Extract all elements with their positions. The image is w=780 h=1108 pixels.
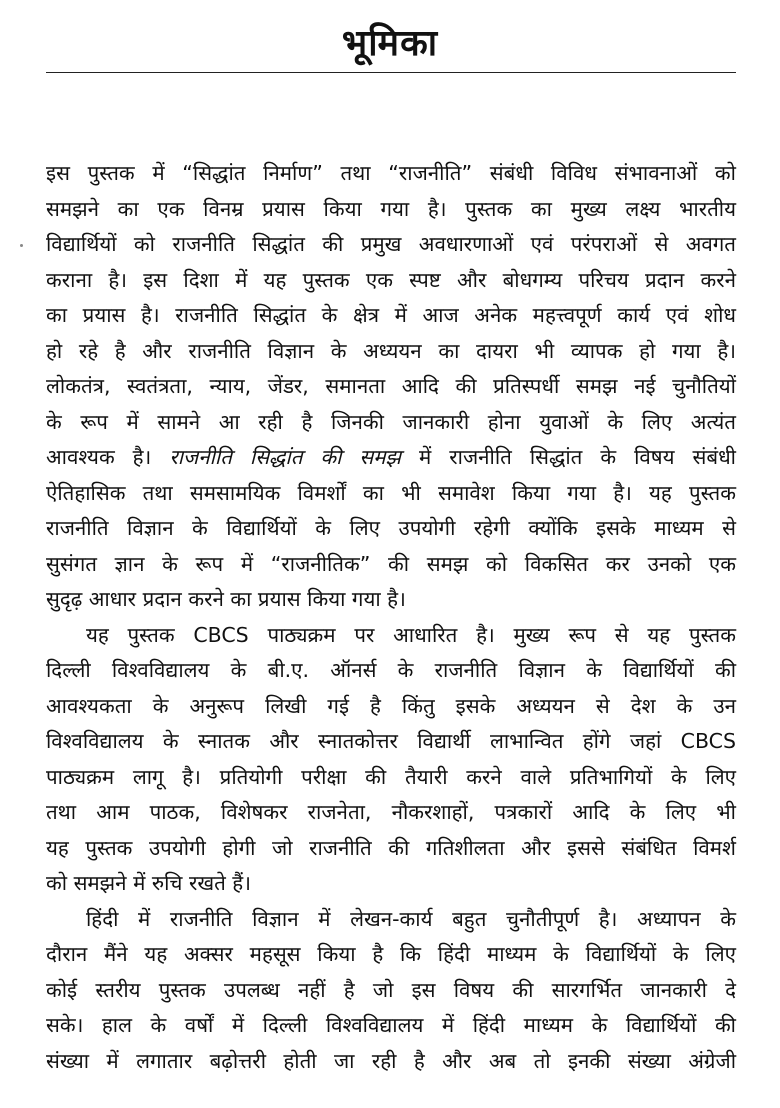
text-line: तथा आम पाठक, विशेषकर राजनेता, नौकरशाहों, पत्रकारों आदि के लिए भी <box>46 800 736 824</box>
text-line: राजनीति विज्ञान के विद्यार्थियों के लिए उपयोगी रहेगी क्योंकि इसके माध्यम से <box>46 516 736 540</box>
text-line: ऐतिहासिक तथा समसामयिक विमर्शों का भी समावेश किया गया है। यह पुस्तक <box>46 480 736 505</box>
text-line: सके। हाल के वर्षों में दिल्ली विश्वविद्यालय में हिंदी माध्यम के विद्यार्थियों की <box>46 1013 736 1037</box>
text-line: विश्वविद्यालय के स्नातक और स्नातकोत्तर विद्यार्थी लाभान्वित होंगे जहां CBCS <box>46 729 736 753</box>
text-line <box>46 440 736 476</box>
body-text <box>46 156 736 1079</box>
text-line: दिल्ली विश्वविद्यालय के बी.ए. ऑनर्स के राजनीति विज्ञान के विद्यार्थियों की <box>46 658 736 682</box>
title-underline <box>46 72 736 73</box>
text-line: हिंदी में राजनीति विज्ञान में लेखन-कार्य बहुत चुनौतीपूर्ण है। अध्यापन के <box>86 906 736 931</box>
text-line: संख्या में लगातार बढ़ोत्तरी होती जा रही है और अब तो इनकी संख्या अंग्रेजी <box>46 1048 736 1073</box>
paragraph-2 <box>46 618 736 902</box>
text-line: विद्यार्थियों को राजनीति सिद्धांत की प्रमुख अवधारणाओं एवं परंपराओं से अवगत <box>46 232 736 256</box>
text-line: का प्रयास है। राजनीति सिद्धांत के क्षेत्र में आज अनेक महत्त्वपूर्ण कार्य एवं शोध <box>46 303 736 327</box>
text-line: कराना है। इस दिशा में यह पुस्तक एक स्पष्ट और बोधगम्य परिचय प्रदान करने <box>46 267 736 292</box>
margin-speck <box>20 244 23 247</box>
text-line: लोकतंत्र, स्वतंत्रता, न्याय, जेंडर, समानता आदि की प्रतिस्पर्धी समझ नई चुनौतियों <box>46 374 736 398</box>
text-run: में राजनीति सिद्धांत के विषय संबंधी <box>401 445 736 469</box>
text-line: को समझने में रुचि रखते हैं। <box>46 871 251 895</box>
text-line: पाठ्यक्रम लागू है। प्रतियोगी परीक्षा की तैयारी करने वाले प्रतिभागियों के लिए <box>46 764 736 789</box>
text-line: यह पुस्तक CBCS पाठ्यक्रम पर आधारित है। मुख्य रूप से यह पुस्तक <box>86 622 736 647</box>
page-title: भूमिका <box>341 23 439 64</box>
text-line: सुदृढ़ आधार प्रदान करने का प्रयास किया गया है। <box>46 587 406 611</box>
text-line: समझने का एक विनम्र प्रयास किया गया है। पुस्तक का मुख्य लक्ष्य भारतीय <box>46 196 736 221</box>
text-line: आवश्यकता के अनुरूप लिखी गई है किंतु इसके अध्ययन से देश के उन <box>46 693 736 718</box>
text-line: हो रहे है और राजनीति विज्ञान के अध्ययन का दायरा भी व्यापक हो गया है। <box>46 338 736 363</box>
book-title-italic: राजनीति सिद्धांत की समझ <box>169 445 402 469</box>
text-line: सुसंगत ज्ञान के रूप में “राजनीतिक” की समझ को विकसित कर उनको एक <box>46 551 736 576</box>
text-line: कोई स्तरीय पुस्तक उपलब्ध नहीं है जो इस विषय की सारगर्भित जानकारी दे <box>46 977 736 1002</box>
paragraph-1 <box>46 156 736 618</box>
text-run: आवश्यक है। <box>46 445 170 469</box>
text-line: दौरान मैंने यह अक्सर महसूस किया है कि हिंदी माध्यम के विद्यार्थियों के लिए <box>46 942 736 966</box>
text-line: यह पुस्तक उपयोगी होगी जो राजनीति की गतिशीलता और इससे संबंधित विमर्श <box>46 835 736 860</box>
text-line: के रूप में सामने आ रही है जिनकी जानकारी होना युवाओं के लिए अत्यंत <box>46 409 736 434</box>
paragraph-3 <box>46 902 736 1080</box>
text-line: इस पुस्तक में “सिद्धांत निर्माण” तथा “राजनीति” संबंधी विविध संभावनाओं को <box>46 161 736 185</box>
